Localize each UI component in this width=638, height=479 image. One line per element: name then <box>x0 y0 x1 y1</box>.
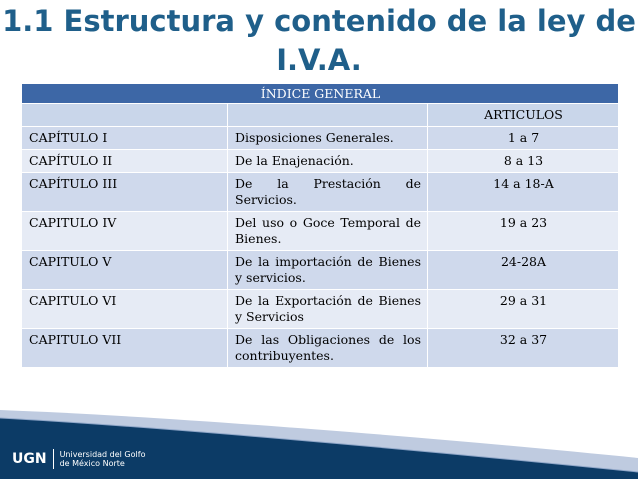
table-row <box>22 127 619 150</box>
logo-line1: Universidad del Golfo <box>59 450 146 459</box>
table-subheader-row <box>22 104 619 127</box>
description-cell: De las Obligaciones de los contribuyentes. <box>228 329 428 368</box>
index-table <box>21 83 619 368</box>
table-header-row <box>22 84 619 104</box>
logo-text <box>60 450 146 468</box>
table-row <box>22 251 619 290</box>
subheader-empty-cell <box>22 104 228 127</box>
chapter-cell: CAPITULO VI <box>22 290 228 329</box>
chapter-cell: CAPÍTULO I <box>22 127 228 150</box>
table-row <box>22 150 619 173</box>
slide-title <box>0 2 638 80</box>
chapter-cell: CAPÍTULO III <box>22 173 228 212</box>
logo-line2: de México Norte <box>59 459 125 468</box>
table-row <box>22 290 619 329</box>
chapter-cell: CAPITULO VII <box>22 329 228 368</box>
subheader-empty-cell <box>228 104 428 127</box>
description-cell: De la Exportación de Bienes y Servicios <box>228 290 428 329</box>
table-row <box>22 212 619 251</box>
slide-title-line1: 1.1 Estructura y contenido de la ley de <box>2 4 636 38</box>
description-cell: De la Enajenación. <box>228 150 428 173</box>
chapter-cell: CAPITULO V <box>22 251 228 290</box>
university-logo <box>12 448 145 470</box>
articles-cell: 29 a 31 <box>428 290 619 329</box>
subheader-articles: ARTICULOS <box>428 104 619 127</box>
chapter-cell: CAPITULO IV <box>22 212 228 251</box>
table-header-title: ÍNDICE GENERAL <box>22 84 619 104</box>
slide-title-line2: I.V.A. <box>276 43 362 77</box>
articles-cell: 24-28A <box>428 251 619 290</box>
table-row <box>22 173 619 212</box>
chapter-cell: CAPÍTULO II <box>22 150 228 173</box>
description-cell: Disposiciones Generales. <box>228 127 428 150</box>
description-cell: De la importación de Bienes y servicios. <box>228 251 428 290</box>
description-cell: Del uso o Goce Temporal de Bienes. <box>228 212 428 251</box>
ugn-logo-mark: UGN <box>12 451 47 467</box>
articles-cell: 1 a 7 <box>428 127 619 150</box>
articles-cell: 32 a 37 <box>428 329 619 368</box>
logo-divider <box>53 449 54 469</box>
articles-cell: 14 a 18-A <box>428 173 619 212</box>
description-cell: De la Prestación de Servicios. <box>228 173 428 212</box>
articles-cell: 19 a 23 <box>428 212 619 251</box>
table-row <box>22 329 619 368</box>
articles-cell: 8 a 13 <box>428 150 619 173</box>
